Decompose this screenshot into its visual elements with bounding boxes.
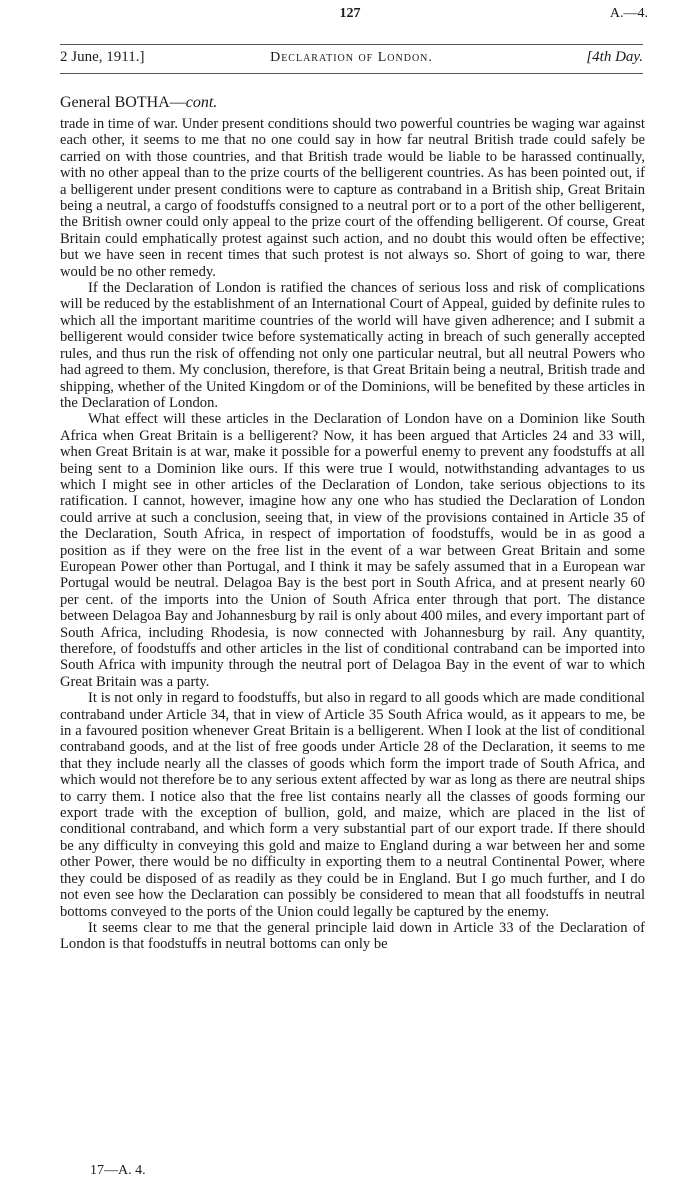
series-code: A.—4.: [609, 6, 648, 21]
speaker-heading: [60, 94, 217, 112]
paragraph: trade in time of war. Under present conditions should two powerful countries be waging war against each other, it seems to me that no one could say in how far neutral British trade could safely be carried on with those countries, and that British trade would be liable to be harassed continually, with no other appeal than to the prize courts of the belligerent countries. As has been pointed out, if a belligerent under present conditions were to capture as contraband in a British ship, Great Britain being a neutral, a cargo of foodstuffs consigned to a neutral port or to a port of the other belligerent, the British owner could only appeal to the prize court of the offending belligerent. Of course, Great Britain could emphatically protest against such action, and no doubt this would often be effective; but we have seen in recent times that such protest is not always so. Short of going to war, there would be no other remedy.: [60, 116, 645, 280]
paragraph: If the Declaration of London is ratified the chances of serious loss and risk of complications will be reduced by the establishment of an International Court of Appeal, guided by definite rules to which all the important maritime countries of the world will have given adherence; and I submit a belligerent would consider twice before systematically acting in breach of such generally accepted rules, and thus run the risk of offending not only one particular neutral, but all neutral Powers who had agreed to them. My conclusion, therefore, is that Great Britain being a neutral, British trade and shipping, whether of the United Kingdom or of the Dominions, will be benefited by these articles in the Declaration of London.: [60, 280, 645, 411]
running-head-day: [4th Day.: [586, 49, 643, 65]
running-head-title: Declaration of London.: [270, 50, 433, 65]
running-head: [60, 49, 643, 73]
signature-mark: 17—A. 4.: [90, 1163, 146, 1178]
running-head-date: 2 June, 1911.]: [60, 49, 145, 65]
paragraph: It seems clear to me that the general principle laid down in Article 33 of the Declaration of London is that foodstuffs in neutral bottoms can only be: [60, 919, 645, 953]
paragraph: What effect will these articles in the Declaration of London have on a Dominion like South Africa when Great Britain is a belligerent? Now, it has been argued that Articles 24 and 33 will, when Great Britain is at war, make it possible for a powerful enemy to prevent any foodstuffs at all being sent to a Dominion like ours. If this were true I would, notwithstanding advantages to us which I might see in other articles of the Declaration of London, take serious objections to its ratification. I cannot, however, imagine how any one who has studied the Declaration of London could arrive at such a conclusion, seeing that, in view of the provisions contained in Article 35 of the Declaration, South Africa, in respect of importation of foodstuffs, would be in as good a position as if they were on the free list in the event of a war between Great Britain and some European Power other than Portugal, and I think it may be safely assumed that in a European war Portugal would be neutral. Delagoa Bay is the best port in South Africa, and at present nearly 60 per cent. of the imports into the Union of South Africa enter through that port. The distance between Delagoa Bay and Johannesburg by rail is only about 400 miles, and every important part of South Africa, including Rhodesia, is now connected with Johannesburg by rail. Any quantity, therefore, of foodstuffs and other articles in the list of conditional contraband can be imported into South Africa with impunity through the neutral port of Delagoa Bay in the event of war to which Great Britain was a party.: [60, 411, 645, 690]
paragraph: It is not only in regard to foodstuffs, but also in regard to all goods which are made conditional contraband under Article 34, that in view of Article 35 South Africa would, as it appears to me, be in a favoured position whenever Great Britain is a belligerent. When I look at the list of conditional contraband goods, and at the list of free goods under Article 28 of the Declaration, it seems to me that they include nearly all the classes of goods which form the import trade of South Africa, and which would not therefore be to any serious extent affected by war as long as there are neutral ships to carry them. I notice also that the free list contains nearly all the classes of goods forming our export trade with the exception of bullion, gold, and maize, which are placed in the list of conditional contraband, and which form a very substantial part of our export trade. If there should be any difficulty in conveying this gold and maize to England during a war between her and some other Power, there would be no difficulty in exporting them to a neutral Continental Power, where they could be disposed of as readily as they could be in England. But I go much further, and I do not even see how the Declaration can possibly be considered to mean that all foodstuffs in neutral bottoms conveyed to the ports of the Union could legally be captured by the enemy.: [60, 690, 645, 920]
header-rule-bottom: [60, 73, 643, 74]
header-rule-top: [60, 44, 643, 45]
page-number: 127: [339, 6, 361, 21]
speaker-name: General BOTHA—: [60, 94, 186, 111]
body-text: [60, 116, 645, 953]
speaker-cont: cont.: [185, 94, 218, 111]
